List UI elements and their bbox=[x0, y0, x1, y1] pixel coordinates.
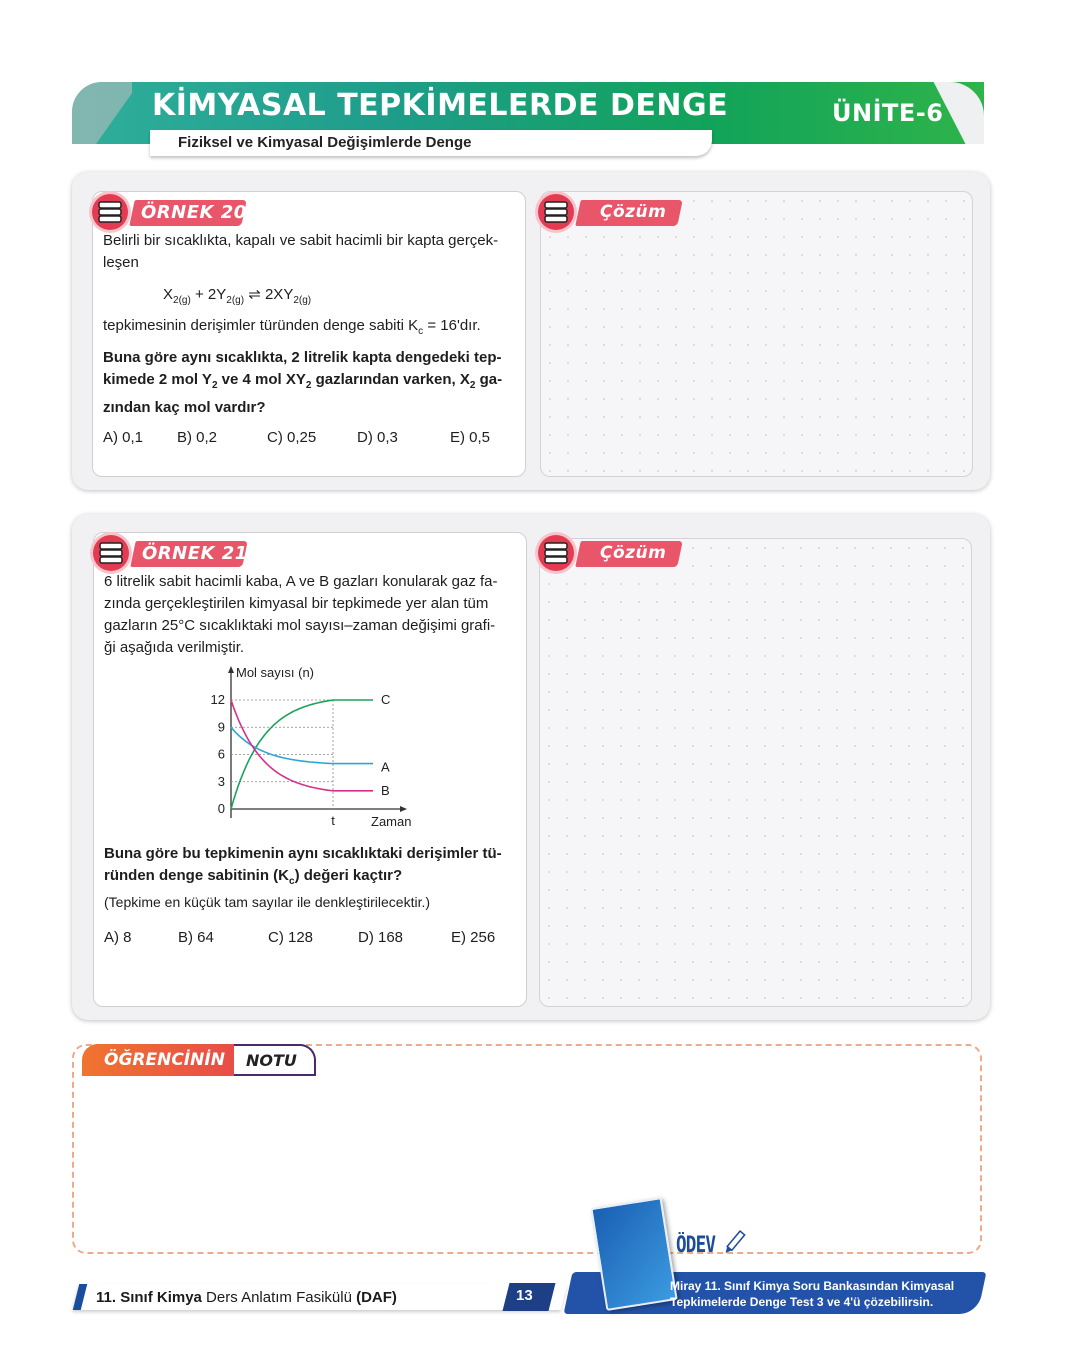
student-note-label: ÖĞRENCİNİN bbox=[104, 1050, 225, 1070]
option-b[interactable]: B) 0,2 bbox=[177, 429, 218, 446]
solution-21-label: Çözüm bbox=[600, 543, 667, 563]
books-icon-glyph bbox=[542, 540, 570, 566]
page-subtitle: Fiziksel ve Kimyasal Değişimlerde Denge bbox=[178, 134, 472, 151]
y-tick-label: 9 bbox=[217, 719, 225, 735]
balancing-note: (Tepkime en küçük tam sayılar ile denkleştirilecektir.) bbox=[104, 894, 431, 910]
unit-label: ÜNİTE-6 bbox=[832, 99, 944, 127]
option-d[interactable]: D) 0,3 bbox=[357, 429, 398, 446]
example-21-label: ÖRNEK 21 bbox=[142, 543, 248, 564]
solution-20-label: Çözüm bbox=[600, 202, 667, 222]
footer-title: 11. Sınıf Kimya Ders Anlatım Fasikülü (DAF) bbox=[96, 1289, 397, 1306]
option-c[interactable]: C) 0,25 bbox=[267, 429, 317, 446]
y-tick-label: 6 bbox=[217, 746, 225, 762]
option-e[interactable]: E) 0,5 bbox=[450, 429, 491, 446]
option-a[interactable]: A) 8 bbox=[104, 929, 132, 946]
example-21-solution-panel[interactable] bbox=[539, 538, 972, 1007]
books-icon-glyph bbox=[96, 199, 124, 225]
example-20-question: Buna göre aynı sıcaklıkta, 2 litrelik kapta dengedeki tep- kimede 2 mol $Y_2$ ve 4 mol $XY_2$ gazlarından varken, $X_2$ ga- zından kaç mol vardır? bbox=[103, 349, 503, 416]
example-20-label: ÖRNEK 20 bbox=[141, 202, 247, 223]
note-label: NOTU bbox=[246, 1051, 297, 1070]
x-axis-arrow bbox=[400, 806, 407, 812]
option-d[interactable]: D) 168 bbox=[358, 929, 404, 946]
y-tick-label: 0 bbox=[217, 801, 225, 816]
mol-time-chart bbox=[200, 660, 440, 835]
option-b[interactable]: B) 64 bbox=[178, 929, 214, 946]
series-line-c bbox=[231, 700, 373, 809]
x-tick-label: t bbox=[331, 813, 335, 828]
y-axis-label: Mol sayısı (n) bbox=[236, 665, 315, 680]
example-21-intro: 6 litrelik sabit hacimli kaba, A ve B gazları konularak gaz fa- zında gerçekleştirilen kimyasal bir tepkimede yer alan tüm gazların 25°C sıcaklıktaki mol sayısı–zaman değişimi grafi- ği aşağıda verilmiştir. bbox=[104, 573, 498, 656]
series-line-b bbox=[231, 700, 373, 791]
series-label-a: A bbox=[381, 759, 390, 775]
homework-label: ÖDEV bbox=[676, 1233, 716, 1258]
kc-statement: tepkimesinin derişimler türünden denge sabiti $K_c$ = 16'dır. bbox=[103, 317, 481, 337]
option-c[interactable]: C) 128 bbox=[268, 929, 314, 946]
page-title: KİMYASAL TEPKİMELERDE DENGE bbox=[152, 88, 729, 123]
example-20-intro: Belirli bir sıcaklıkta, kapalı ve sabit hacimli bir kapta gerçek- leşen bbox=[103, 232, 499, 271]
homework-text: Miray 11. Sınıf Kimya Soru Bankasından Kimyasal Tepkimelerde Denge Test 3 ve 4'ü çözebilirsin. bbox=[670, 1279, 955, 1309]
x-axis-label: Zaman bbox=[371, 814, 412, 829]
example-20-solution-panel[interactable] bbox=[540, 191, 973, 477]
reaction-equation: $X_{2(g)} + 2Y_{2(g)}$ ⇌ $2XY_{2(g)}$ bbox=[163, 286, 312, 306]
series-label-b: B bbox=[381, 782, 390, 798]
example-21-question: Buna göre bu tepkimenin aynı sıcaklıktaki derişimler tü- ründen denge sabitinin $(K_c)$ değeri kaçtır? bbox=[104, 845, 502, 887]
series-label-c: C bbox=[381, 692, 391, 707]
option-a[interactable]: A) 0,1 bbox=[103, 429, 144, 446]
pencil-icon bbox=[720, 1228, 748, 1258]
option-e[interactable]: E) 256 bbox=[451, 929, 496, 946]
y-tick-label: 3 bbox=[217, 773, 225, 789]
y-axis-arrow bbox=[228, 666, 234, 673]
books-icon-glyph bbox=[97, 540, 125, 566]
books-icon-glyph bbox=[542, 199, 570, 225]
y-tick-label: 12 bbox=[210, 692, 225, 707]
page-number: 13 bbox=[516, 1287, 533, 1304]
